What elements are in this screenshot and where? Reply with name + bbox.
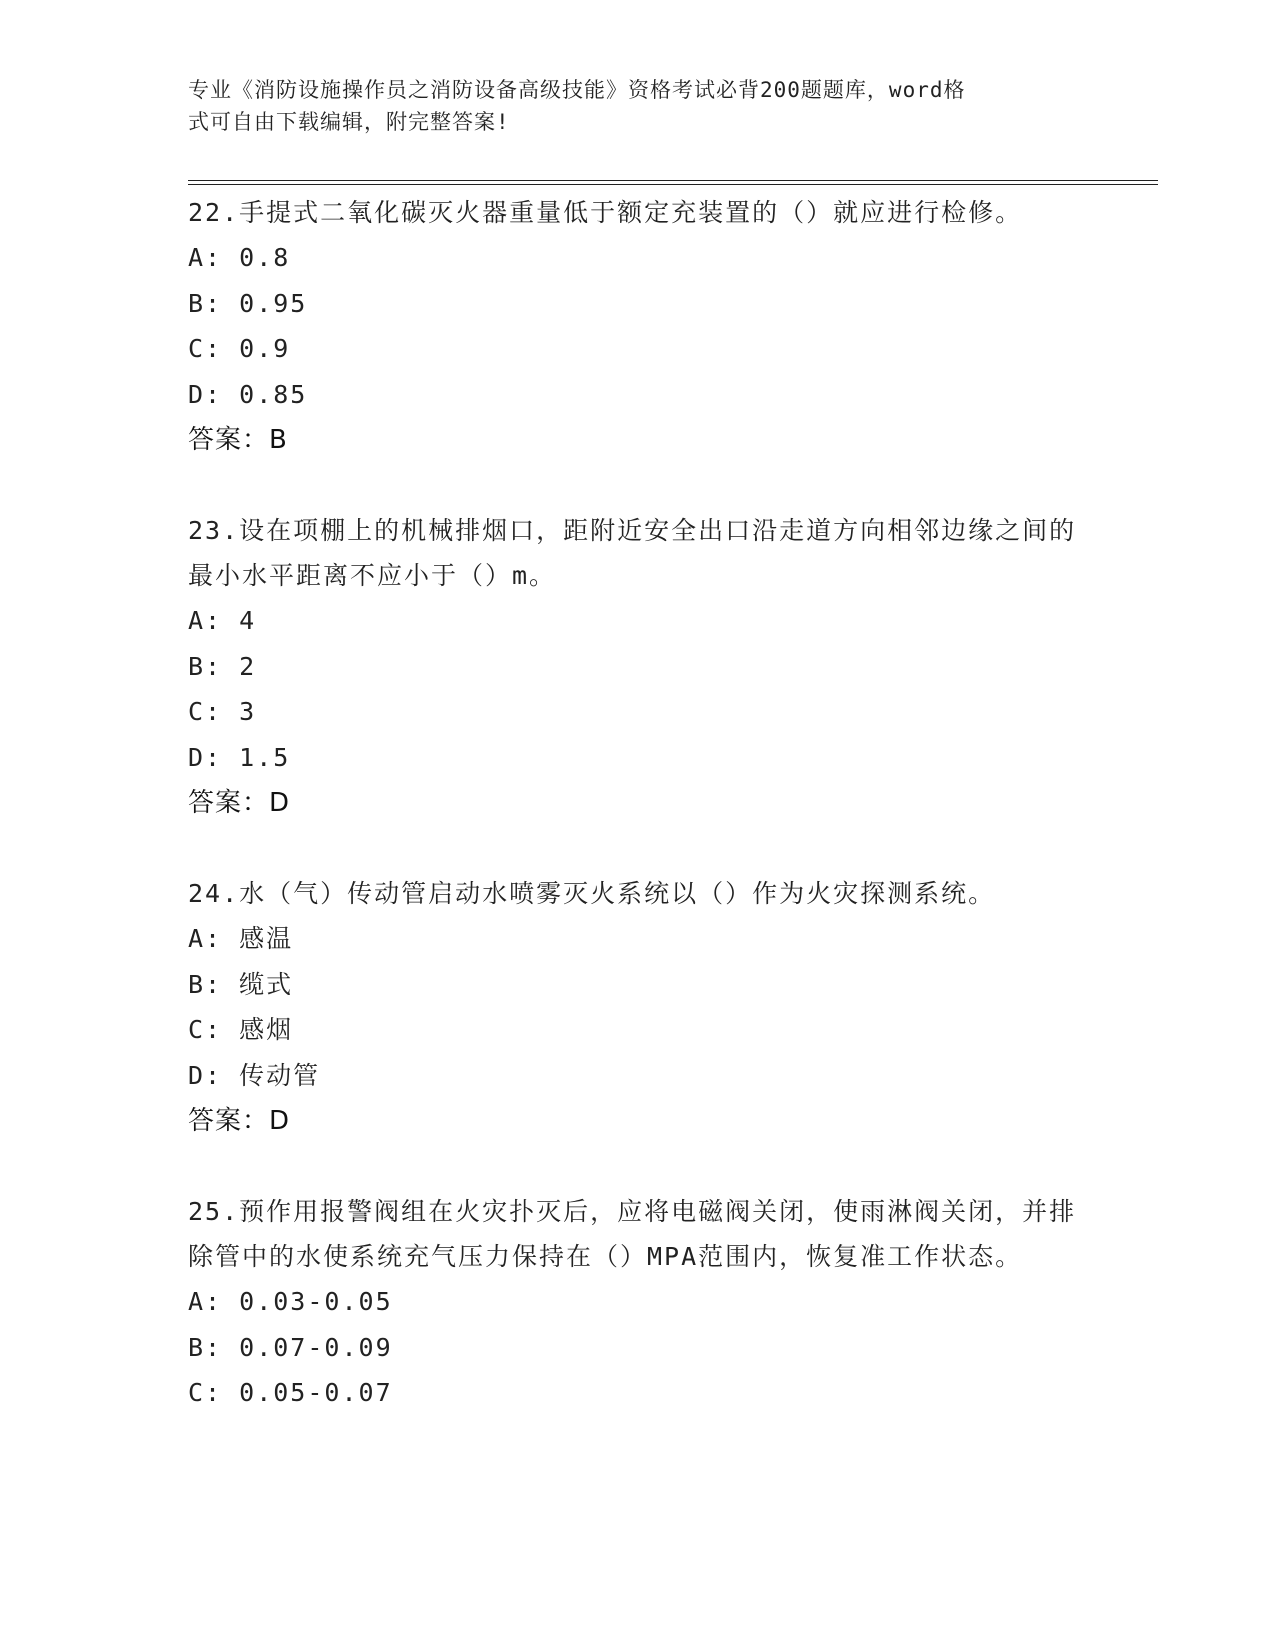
document-header xyxy=(188,74,1068,138)
option-c: C: 感烟 xyxy=(188,1015,294,1044)
header-divider-bottom xyxy=(188,184,1158,185)
option-d: D: 1.5 xyxy=(188,742,291,772)
answer-line: 答案：D xyxy=(188,1106,291,1136)
option-c: C: 0.9 xyxy=(188,334,291,363)
option-d: D: 0.85 xyxy=(188,379,308,409)
option-b: B: 缆式 xyxy=(188,969,294,999)
option-c: C: 0.05-0.07 xyxy=(188,1378,393,1407)
header-divider-top xyxy=(188,180,1158,181)
question-list xyxy=(188,190,1088,1461)
question-24 xyxy=(188,871,1088,1144)
option-c: C: 3 xyxy=(188,697,257,726)
option-b: B: 2 xyxy=(188,651,257,681)
question-22 xyxy=(188,190,1088,463)
option-d: D: 传动管 xyxy=(188,1060,321,1090)
question-23 xyxy=(188,508,1088,826)
option-a: A: 0.8 xyxy=(188,243,291,272)
header-line-2: 式可自由下载编辑，附完整答案! xyxy=(188,110,510,134)
question-stem: 22.手提式二氧化碳灭火器重量低于额定充装置的（）就应进行检修。 xyxy=(188,198,1023,227)
answer-line: 答案：B xyxy=(188,425,288,455)
header-line-1: 专业《消防设施操作员之消防设备高级技能》资格考试必背200题题库，word格 xyxy=(188,78,966,102)
option-b: B: 0.07-0.09 xyxy=(188,1332,393,1362)
option-a: A: 4 xyxy=(188,606,257,635)
option-b: B: 0.95 xyxy=(188,288,308,318)
question-25 xyxy=(188,1189,1088,1416)
option-a: A: 0.03-0.05 xyxy=(188,1287,393,1316)
answer-line: 答案：D xyxy=(188,788,291,818)
question-stem: 23.设在项棚上的机械排烟口，距附近安全出口沿走道方向相邻边缘之间的最小水平距离不应小于（）m。 xyxy=(188,516,1077,590)
question-stem: 24.水（气）传动管启动水喷雾灭火系统以（）作为火灾探测系统。 xyxy=(188,879,996,908)
question-stem: 25.预作用报警阀组在火灾扑灭后，应将电磁阀关闭，使雨淋阀关闭，并排除管中的水使系统充气压力保持在（）MPA范围内，恢复准工作状态。 xyxy=(188,1197,1077,1271)
option-a: A: 感温 xyxy=(188,924,294,953)
